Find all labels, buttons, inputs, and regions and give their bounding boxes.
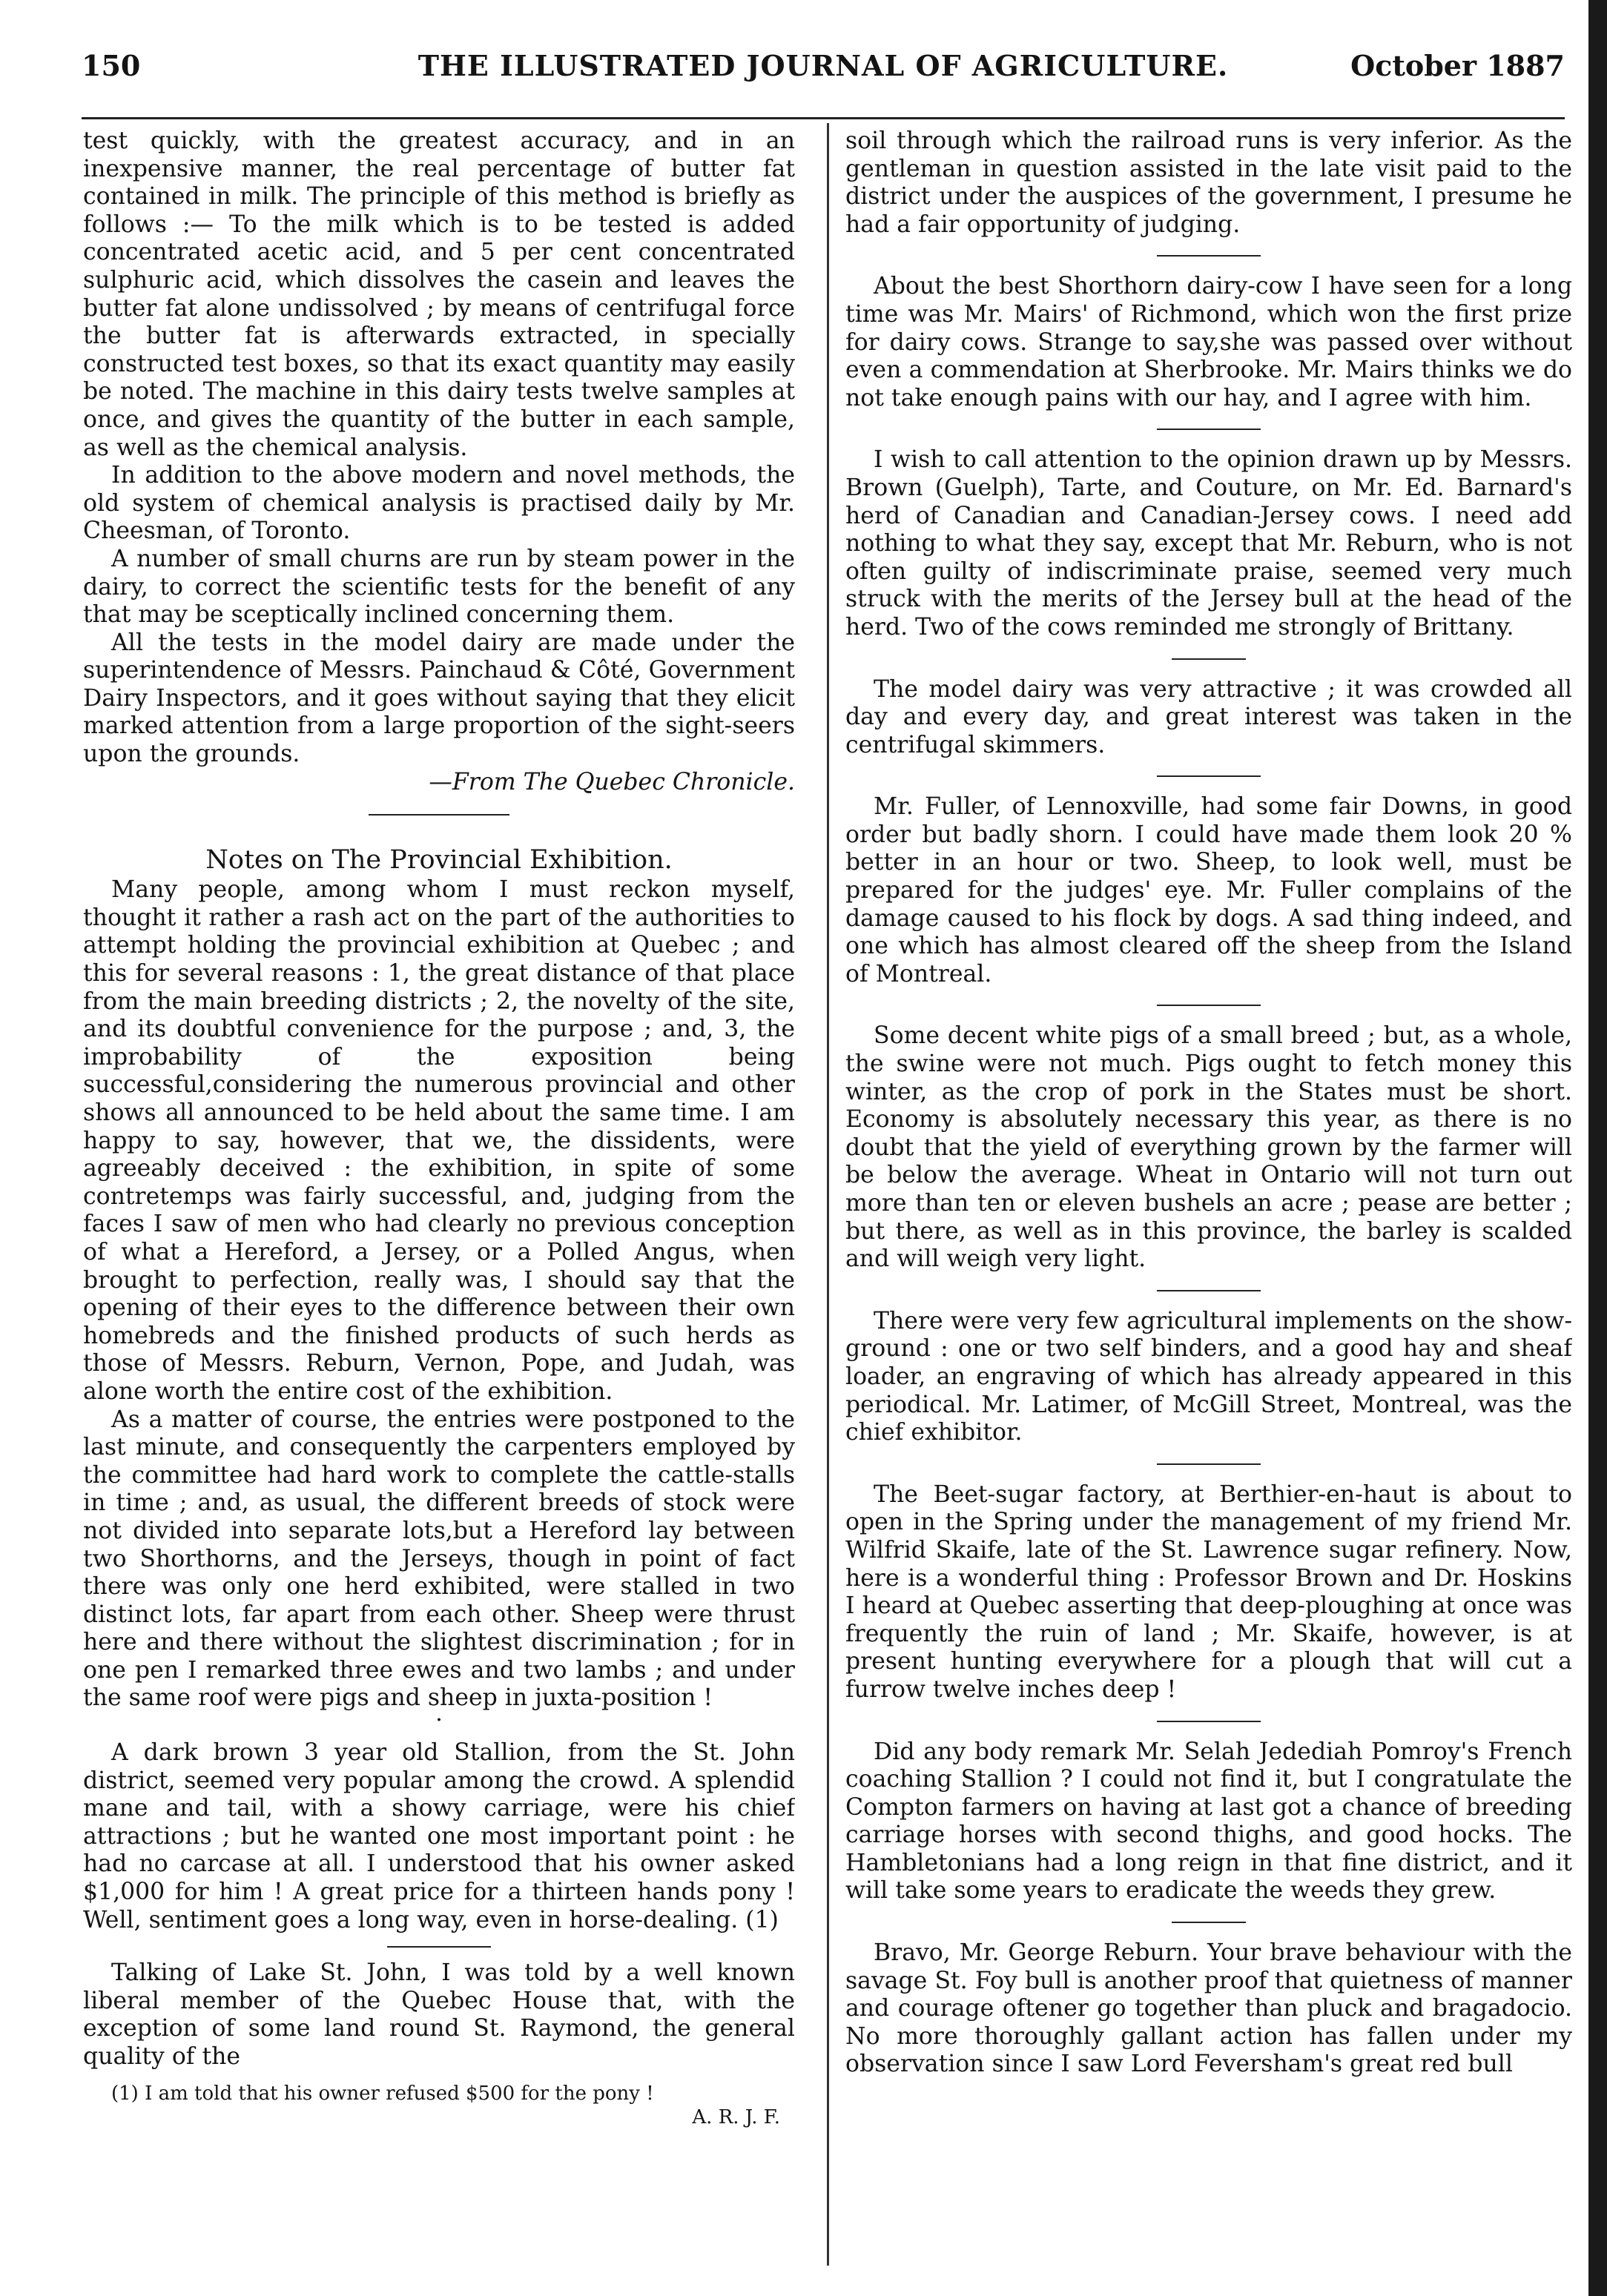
notes-paragraph: The model dairy was very attractive ; it was crowded all day and every day, and great interest was taken in the centrifugal skimmers. [845, 675, 1572, 758]
page-number: 150 [82, 49, 141, 82]
stallion-paragraph: A dark brown 3 year old Stallion, from the St. John district, seemed very popular among the crowd. A splendid mane and tail, with a showy carriage, were his chief attractions ; but he wanted one most important point : he had no carcase at all. I understood that his owner asked $1,000 for him ! A great price for a thirteen hands pony ! Well, sentiment goes a long way, even in horse-dealing. (1) [83, 1739, 795, 1933]
notes-paragraph: I wish to call attention to the opinion drawn up by Messrs. Brown (Guelph), Tarte, and Couture, on Mr. Ed. Barnard's herd of Canadian and Canadian-Jersey cows. I need add nothing to what they say, except that Mr. Reburn, who is not often guilty of indiscriminate praise, seemed very much struck with the merits of the Jersey bull at the head of the herd. Two of the cows reminded me strongly of Brittany. [845, 446, 1572, 641]
issue-date: October 1887 [1350, 49, 1565, 82]
source-credit: —From The Quebec Chronicle. [429, 768, 795, 795]
article-paragraph: A number of small churns are run by steam power in the dairy, to correct the scientific tests for the benefit of any that may be sceptically inclined concerning them. [83, 545, 795, 629]
scan-edge-bar [1588, 0, 1607, 2296]
journal-title: THE ILLUSTRATED JOURNAL OF AGRICULTURE. [418, 49, 1229, 82]
notes-paragraph: The Beet-sugar factory, at Berthier-en-haut is about to open in the Spring under the management of my friend Mr. Wilfrid Skaife, late of the St. Lawrence sugar refinery. Now, here is a wonderful thing : Professor Brown and Dr. Hoskins I heard at Quebec asserting that deep-ploughing at once was frequently the ruin of land ; Mr. Skaife, however, is at present hunting everywhere for a plough that will cut a furrow twelve inches deep ! [845, 1481, 1572, 1703]
header-rule [82, 117, 1565, 119]
dot-separator: · [435, 1707, 443, 1734]
left-column [83, 128, 795, 2129]
notes-paragraph: Many people, among whom I must reckon myself, thought it rather a rash act on the part of the authorities to attempt holding the provincial exhibition at Quebec ; and this for several reasons : 1, the great distance of that place from the main breeding districts ; 2, the novelty of the site, and its doubtful convenience for the purpose ; and, 3, the improbability of the exposition being successful,considering the numerous provincial and other shows all announced to be held about the same time. I am happy to say, however, that we, the dissidents, were agreeably deceived : the exhibition, in spite of some contretemps was fairly successful, and, judging from the faces I saw of men who had clearly no previous conception of what a Hereford, a Jersey, or a Polled Angus, when brought to perfection, really was, I should say that the opening of their eyes to the difference between their own homebreds and the finished products of such herds as those of Messrs. Reburn, Vernon, Pope, and Judah, was alone worth the entire cost of the exhibition. [83, 876, 795, 1405]
notes-paragraph: As a matter of course, the entries were postponed to the last minute, and consequently the carpenters employed by the committee had hard work to complete the cattle-stalls in time ; and, as usual, the different breeds of stock were not divided into separate lots,but a Hereford lay between two Shorthorns, and the Jerseys, though in point of fact there was only one herd exhibited, were stalled in two distinct lots, far apart from each other. Sheep were thrust here and there without the slightest discrimination ; for in one pen I remarked three ewes and two lambs ; and under the same roof were pigs and sheep in juxta-position ! [83, 1406, 795, 1712]
notes-paragraph: Mr. Fuller, of Lennoxville, had some fair Downs, in good order but badly shorn. I could have made them look 20 % better in an hour or two. Sheep, to look well, must be prepared for the judges' eye. Mr. Fuller complains of the damage caused to his flock by dogs. A sad thing indeed, and one which has almost cleared off the sheep from the Island of Montreal. [845, 793, 1572, 987]
column-divider [827, 123, 829, 2266]
article-paragraph: All the tests in the model dairy are made under the superintendence of Messrs. Painchaud & Côté, Government Dairy Inspectors, and it goes without saying that they elicit marked attention from a large proportion of the sight-seers upon the grounds. [83, 629, 795, 768]
notes-paragraph: Did any body remark Mr. Selah Jedediah Pomroy's French coaching Stallion ? I could not find it, but I congratulate the Compton farmers on having at last got a chance of breeding carriage horses with second thighs, and good hocks. The Hambletonians had a long reign in that fine district, and it will take some years to eradicate the weeds they grew. [845, 1738, 1572, 1905]
article-paragraph: In addition to the above modern and novel methods, the old system of chemical analysis is practised daily by Mr. Cheesman, of Toronto. [83, 462, 795, 545]
page-header [82, 49, 1565, 93]
notes-paragraph: soil through which the railroad runs is very inferior. As the gentleman in question assisted in the late visit paid to the district under the auspices of the government, I presume he had a fair opportunity of judging. [845, 128, 1572, 238]
notes-paragraph: Bravo, Mr. George Reburn. Your brave behaviour with the savage St. Foy bull is another proof that quietness of manner and courage oftener go together than pluck and bragadocio. No more thoroughly gallant action has fallen under my observation since I saw Lord Feversham's great red bull [845, 1939, 1572, 2078]
article-paragraph: test quickly, with the greatest accuracy, and in an inexpensive manner, the real percentage of butter fat contained in milk. The principle of this method is briefly as follows :— To the milk which is to be tested is added concentrated acetic acid, and 5 per cent concentrated sulphuric acid, which dissolves the casein and leaves the butter fat alone undissolved ; by means of centrifugal force the butter fat is afterwards extracted, in specially constructed test boxes, so that its exact quantity may easily be noted. The machine in this dairy tests twelve samples at once, and gives the quantity of the butter in each sample, as well as the chemical analysis. [83, 128, 795, 461]
footnote: (1) I am told that his owner refused $500 for the pony ! [111, 2082, 654, 2105]
notes-paragraph: There were very few agricultural implements on the show-ground : one or two self binders, and a good hay and sheaf loader, an engraving of which has already appeared in this periodical. Mr. Latimer, of McGill Street, Montreal, was the chief exhibitor. [845, 1307, 1572, 1446]
right-column [845, 128, 1572, 2079]
notes-paragraph: About the best Shorthorn dairy-cow I have seen for a long time was Mr. Mairs' of Richmond, which won the first prize for dairy cows. Strange to say,she was passed over without even a commendation at Sherbrooke. Mr. Mairs thinks we do not take enough pains with our hay, and I agree with him. [845, 273, 1572, 411]
author-signature: A. R. J. F. [692, 2105, 780, 2128]
section-heading: Notes on The Provincial Exhibition. [205, 845, 673, 876]
notes-paragraph: Some decent white pigs of a small breed ; but, as a whole, the swine were not much. Pigs ought to fetch money this winter, as the crop of pork in the States must be short. Economy is absolutely necessary this year, as there is no doubt that the yield of everything grown by the farmer will be below the average. Wheat in Ontario will not turn out more than ten or eleven bushels an acre ; pease are better ; but there, as well as in this province, the barley is scalded and will weigh very light. [845, 1022, 1572, 1273]
lake-paragraph: Talking of Lake St. John, I was told by a well known liberal member of the Quebec House that, with the exception of some land round St. Raymond, the general quality of the [83, 1959, 795, 2070]
